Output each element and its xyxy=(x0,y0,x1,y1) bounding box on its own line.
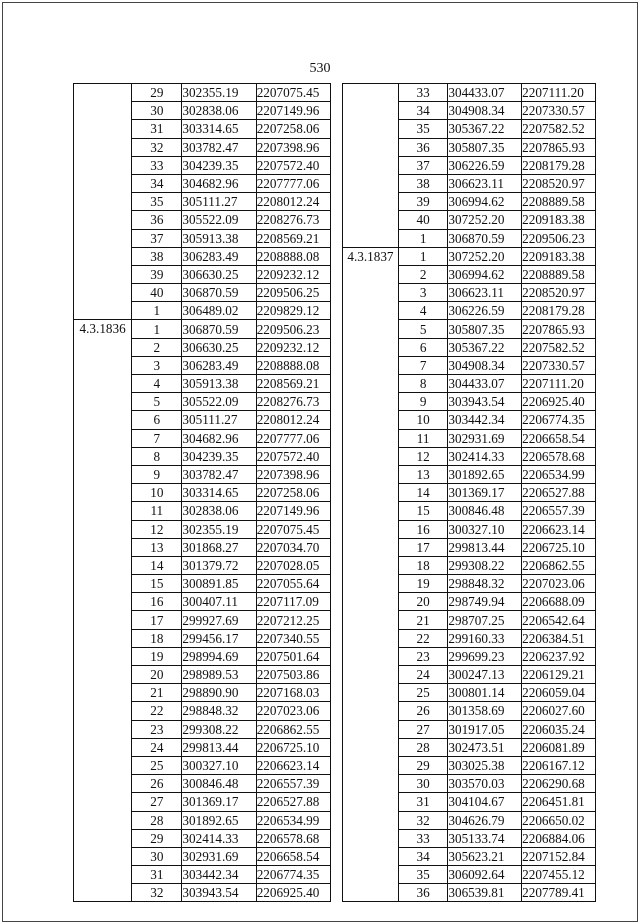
x-coordinate-cell: 304104.67 xyxy=(448,793,522,811)
point-number-cell: 1 xyxy=(398,229,448,247)
point-number-cell: 2 xyxy=(132,338,182,356)
y-coordinate-cell: 2206451.81 xyxy=(522,793,596,811)
point-number-cell: 31 xyxy=(398,793,448,811)
point-number-cell: 19 xyxy=(398,575,448,593)
y-coordinate-cell: 2206623.14 xyxy=(256,756,330,774)
x-coordinate-cell: 303570.03 xyxy=(448,775,522,793)
point-number-cell: 22 xyxy=(398,629,448,647)
point-number-cell: 27 xyxy=(398,720,448,738)
y-coordinate-cell: 2207212.25 xyxy=(256,611,330,629)
x-coordinate-cell: 305522.09 xyxy=(182,211,256,229)
x-coordinate-cell: 303314.65 xyxy=(182,120,256,138)
y-coordinate-cell: 2207572.40 xyxy=(256,156,330,174)
x-coordinate-cell: 304239.35 xyxy=(182,156,256,174)
x-coordinate-cell: 302473.51 xyxy=(448,738,522,756)
x-coordinate-cell: 300407.11 xyxy=(182,593,256,611)
coordinates-table-left xyxy=(73,83,331,902)
y-coordinate-cell: 2206725.10 xyxy=(522,538,596,556)
x-coordinate-cell: 304239.35 xyxy=(182,447,256,465)
y-coordinate-cell: 2206578.68 xyxy=(522,447,596,465)
y-coordinate-cell: 2207398.96 xyxy=(256,465,330,483)
point-number-cell: 28 xyxy=(398,738,448,756)
y-coordinate-cell: 2207117.09 xyxy=(256,593,330,611)
point-number-cell: 22 xyxy=(132,702,182,720)
point-number-cell: 25 xyxy=(132,756,182,774)
point-number-cell: 40 xyxy=(132,284,182,302)
y-coordinate-cell: 2206527.88 xyxy=(256,793,330,811)
point-number-cell: 5 xyxy=(132,393,182,411)
point-number-cell: 16 xyxy=(132,593,182,611)
x-coordinate-cell: 298848.32 xyxy=(182,702,256,720)
x-coordinate-cell: 298989.53 xyxy=(182,666,256,684)
y-coordinate-cell: 2209506.25 xyxy=(256,284,330,302)
table-row xyxy=(74,84,331,102)
point-number-cell: 18 xyxy=(132,629,182,647)
x-coordinate-cell: 304908.34 xyxy=(448,102,522,120)
point-number-cell: 39 xyxy=(398,193,448,211)
y-coordinate-cell: 2207582.52 xyxy=(522,338,596,356)
y-coordinate-cell: 2209183.38 xyxy=(522,247,596,265)
y-coordinate-cell: 2206688.09 xyxy=(522,593,596,611)
x-coordinate-cell: 305133.74 xyxy=(448,829,522,847)
x-coordinate-cell: 306226.59 xyxy=(448,156,522,174)
point-number-cell: 26 xyxy=(132,775,182,793)
point-number-cell: 1 xyxy=(132,320,182,338)
y-coordinate-cell: 2207777.06 xyxy=(256,174,330,192)
x-coordinate-cell: 302838.06 xyxy=(182,502,256,520)
table-row xyxy=(343,84,596,102)
y-coordinate-cell: 2206129.21 xyxy=(522,666,596,684)
y-coordinate-cell: 2206862.55 xyxy=(522,556,596,574)
y-coordinate-cell: 2207168.03 xyxy=(256,684,330,702)
point-number-cell: 29 xyxy=(132,829,182,847)
coordinates-table-right xyxy=(342,83,596,902)
x-coordinate-cell: 306630.25 xyxy=(182,338,256,356)
y-coordinate-cell: 2207152.84 xyxy=(522,847,596,865)
y-coordinate-cell: 2208520.97 xyxy=(522,174,596,192)
x-coordinate-cell: 300846.48 xyxy=(182,775,256,793)
x-coordinate-cell: 301358.69 xyxy=(448,702,522,720)
x-coordinate-cell: 301892.65 xyxy=(448,465,522,483)
point-number-cell: 36 xyxy=(132,211,182,229)
point-number-cell: 34 xyxy=(398,102,448,120)
x-coordinate-cell: 300891.85 xyxy=(182,575,256,593)
y-coordinate-cell: 2209232.12 xyxy=(256,265,330,283)
x-coordinate-cell: 303782.47 xyxy=(182,465,256,483)
x-coordinate-cell: 306623.11 xyxy=(448,284,522,302)
y-coordinate-cell: 2206658.54 xyxy=(522,429,596,447)
point-number-cell: 28 xyxy=(132,811,182,829)
x-coordinate-cell: 303025.38 xyxy=(448,756,522,774)
x-coordinate-cell: 306226.59 xyxy=(448,302,522,320)
point-number-cell: 32 xyxy=(132,884,182,902)
x-coordinate-cell: 300327.10 xyxy=(182,756,256,774)
x-coordinate-cell: 299927.69 xyxy=(182,611,256,629)
x-coordinate-cell: 306539.81 xyxy=(448,884,522,902)
point-number-cell: 21 xyxy=(132,684,182,702)
point-number-cell: 35 xyxy=(132,193,182,211)
x-coordinate-cell: 306870.59 xyxy=(448,229,522,247)
y-coordinate-cell: 2207034.70 xyxy=(256,538,330,556)
point-number-cell: 33 xyxy=(132,156,182,174)
point-number-cell: 19 xyxy=(132,647,182,665)
plot-number-cell: 4.3.1837 xyxy=(343,247,399,902)
point-number-cell: 35 xyxy=(398,120,448,138)
point-number-cell: 39 xyxy=(132,265,182,283)
y-coordinate-cell: 2208179.28 xyxy=(522,156,596,174)
x-coordinate-cell: 303442.34 xyxy=(448,411,522,429)
x-coordinate-cell: 301892.65 xyxy=(182,811,256,829)
y-coordinate-cell: 2208179.28 xyxy=(522,302,596,320)
y-coordinate-cell: 2206557.39 xyxy=(256,775,330,793)
x-coordinate-cell: 302931.69 xyxy=(182,847,256,865)
x-coordinate-cell: 299308.22 xyxy=(182,720,256,738)
y-coordinate-cell: 2206925.40 xyxy=(522,393,596,411)
y-coordinate-cell: 2207055.64 xyxy=(256,575,330,593)
y-coordinate-cell: 2207028.05 xyxy=(256,556,330,574)
y-coordinate-cell: 2207455.12 xyxy=(522,866,596,884)
y-coordinate-cell: 2207777.06 xyxy=(256,429,330,447)
point-number-cell: 31 xyxy=(132,120,182,138)
point-number-cell: 15 xyxy=(398,502,448,520)
y-coordinate-cell: 2207330.57 xyxy=(522,356,596,374)
y-coordinate-cell: 2206027.60 xyxy=(522,702,596,720)
y-coordinate-cell: 2208888.08 xyxy=(256,247,330,265)
y-coordinate-cell: 2206290.68 xyxy=(522,775,596,793)
y-coordinate-cell: 2207111.20 xyxy=(522,84,596,102)
x-coordinate-cell: 305111.27 xyxy=(182,411,256,429)
y-coordinate-cell: 2207340.55 xyxy=(256,629,330,647)
y-coordinate-cell: 2206534.99 xyxy=(256,811,330,829)
point-number-cell: 3 xyxy=(132,356,182,374)
point-number-cell: 10 xyxy=(398,411,448,429)
y-coordinate-cell: 2206774.35 xyxy=(256,866,330,884)
x-coordinate-cell: 301369.17 xyxy=(448,484,522,502)
point-number-cell: 14 xyxy=(398,484,448,502)
y-coordinate-cell: 2206527.88 xyxy=(522,484,596,502)
y-coordinate-cell: 2208012.24 xyxy=(256,411,330,429)
x-coordinate-cell: 303943.54 xyxy=(448,393,522,411)
x-coordinate-cell: 302838.06 xyxy=(182,102,256,120)
point-number-cell: 20 xyxy=(132,666,182,684)
x-coordinate-cell: 302931.69 xyxy=(448,429,522,447)
point-number-cell: 23 xyxy=(132,720,182,738)
x-coordinate-cell: 305623.21 xyxy=(448,847,522,865)
x-coordinate-cell: 301917.05 xyxy=(448,720,522,738)
point-number-cell: 29 xyxy=(132,84,182,102)
x-coordinate-cell: 302414.33 xyxy=(448,447,522,465)
x-coordinate-cell: 304433.07 xyxy=(448,84,522,102)
x-coordinate-cell: 304908.34 xyxy=(448,356,522,374)
point-number-cell: 13 xyxy=(398,465,448,483)
y-coordinate-cell: 2206925.40 xyxy=(256,884,330,902)
point-number-cell: 25 xyxy=(398,684,448,702)
y-coordinate-cell: 2207865.93 xyxy=(522,138,596,156)
point-number-cell: 37 xyxy=(398,156,448,174)
point-number-cell: 14 xyxy=(132,556,182,574)
y-coordinate-cell: 2206167.12 xyxy=(522,756,596,774)
table-row xyxy=(343,247,596,265)
y-coordinate-cell: 2207503.86 xyxy=(256,666,330,684)
y-coordinate-cell: 2208012.24 xyxy=(256,193,330,211)
y-coordinate-cell: 2206035.24 xyxy=(522,720,596,738)
x-coordinate-cell: 303782.47 xyxy=(182,138,256,156)
y-coordinate-cell: 2208520.97 xyxy=(522,284,596,302)
y-coordinate-cell: 2207258.06 xyxy=(256,120,330,138)
x-coordinate-cell: 305807.35 xyxy=(448,320,522,338)
point-number-cell: 11 xyxy=(132,502,182,520)
point-number-cell: 34 xyxy=(132,174,182,192)
y-coordinate-cell: 2208276.73 xyxy=(256,211,330,229)
x-coordinate-cell: 301369.17 xyxy=(182,793,256,811)
y-coordinate-cell: 2207865.93 xyxy=(522,320,596,338)
x-coordinate-cell: 298848.32 xyxy=(448,575,522,593)
point-number-cell: 7 xyxy=(398,356,448,374)
x-coordinate-cell: 306283.49 xyxy=(182,247,256,265)
point-number-cell: 23 xyxy=(398,647,448,665)
x-coordinate-cell: 304682.96 xyxy=(182,174,256,192)
point-number-cell: 31 xyxy=(132,866,182,884)
point-number-cell: 33 xyxy=(398,829,448,847)
point-number-cell: 17 xyxy=(398,538,448,556)
point-number-cell: 24 xyxy=(398,666,448,684)
y-coordinate-cell: 2207023.06 xyxy=(256,702,330,720)
x-coordinate-cell: 303442.34 xyxy=(182,866,256,884)
y-coordinate-cell: 2207111.20 xyxy=(522,375,596,393)
y-coordinate-cell: 2207149.96 xyxy=(256,102,330,120)
y-coordinate-cell: 2209232.12 xyxy=(256,338,330,356)
y-coordinate-cell: 2207398.96 xyxy=(256,138,330,156)
point-number-cell: 38 xyxy=(132,247,182,265)
x-coordinate-cell: 303314.65 xyxy=(182,484,256,502)
point-number-cell: 30 xyxy=(132,847,182,865)
x-coordinate-cell: 306630.25 xyxy=(182,265,256,283)
x-coordinate-cell: 305111.27 xyxy=(182,193,256,211)
point-number-cell: 2 xyxy=(398,265,448,283)
x-coordinate-cell: 298994.69 xyxy=(182,647,256,665)
x-coordinate-cell: 305367.22 xyxy=(448,338,522,356)
point-number-cell: 5 xyxy=(398,320,448,338)
point-number-cell: 34 xyxy=(398,847,448,865)
y-coordinate-cell: 2207330.57 xyxy=(522,102,596,120)
x-coordinate-cell: 305913.38 xyxy=(182,229,256,247)
y-coordinate-cell: 2209506.23 xyxy=(522,229,596,247)
y-coordinate-cell: 2208889.58 xyxy=(522,193,596,211)
point-number-cell: 10 xyxy=(132,484,182,502)
y-coordinate-cell: 2206237.92 xyxy=(522,647,596,665)
x-coordinate-cell: 299160.33 xyxy=(448,629,522,647)
y-coordinate-cell: 2206578.68 xyxy=(256,829,330,847)
y-coordinate-cell: 2208888.08 xyxy=(256,356,330,374)
point-number-cell: 36 xyxy=(398,138,448,156)
x-coordinate-cell: 304682.96 xyxy=(182,429,256,447)
x-coordinate-cell: 307252.20 xyxy=(448,247,522,265)
point-number-cell: 15 xyxy=(132,575,182,593)
x-coordinate-cell: 304626.79 xyxy=(448,811,522,829)
x-coordinate-cell: 305522.09 xyxy=(182,393,256,411)
y-coordinate-cell: 2206059.04 xyxy=(522,684,596,702)
point-number-cell: 17 xyxy=(132,611,182,629)
x-coordinate-cell: 299813.44 xyxy=(182,738,256,756)
y-coordinate-cell: 2206650.02 xyxy=(522,811,596,829)
y-coordinate-cell: 2209829.12 xyxy=(256,302,330,320)
y-coordinate-cell: 2206862.55 xyxy=(256,720,330,738)
x-coordinate-cell: 300801.14 xyxy=(448,684,522,702)
x-coordinate-cell: 299813.44 xyxy=(448,538,522,556)
y-coordinate-cell: 2206774.35 xyxy=(522,411,596,429)
x-coordinate-cell: 298890.90 xyxy=(182,684,256,702)
x-coordinate-cell: 301379.72 xyxy=(182,556,256,574)
x-coordinate-cell: 305913.38 xyxy=(182,375,256,393)
point-number-cell: 12 xyxy=(398,447,448,465)
y-coordinate-cell: 2208569.21 xyxy=(256,375,330,393)
plot-number-cell: 4.3.1836 xyxy=(74,320,132,902)
point-number-cell: 26 xyxy=(398,702,448,720)
x-coordinate-cell: 304433.07 xyxy=(448,375,522,393)
point-number-cell: 20 xyxy=(398,593,448,611)
y-coordinate-cell: 2206081.89 xyxy=(522,738,596,756)
x-coordinate-cell: 300846.48 xyxy=(448,502,522,520)
y-coordinate-cell: 2206623.14 xyxy=(522,520,596,538)
plot-number-cell xyxy=(343,84,399,248)
x-coordinate-cell: 299699.23 xyxy=(448,647,522,665)
point-number-cell: 38 xyxy=(398,174,448,192)
x-coordinate-cell: 306092.64 xyxy=(448,866,522,884)
table-row xyxy=(74,320,331,338)
y-coordinate-cell: 2208569.21 xyxy=(256,229,330,247)
point-number-cell: 8 xyxy=(132,447,182,465)
point-number-cell: 40 xyxy=(398,211,448,229)
x-coordinate-cell: 306994.62 xyxy=(448,265,522,283)
x-coordinate-cell: 305367.22 xyxy=(448,120,522,138)
y-coordinate-cell: 2206658.54 xyxy=(256,847,330,865)
y-coordinate-cell: 2207582.52 xyxy=(522,120,596,138)
y-coordinate-cell: 2207789.41 xyxy=(522,884,596,902)
x-coordinate-cell: 302355.19 xyxy=(182,520,256,538)
point-number-cell: 35 xyxy=(398,866,448,884)
y-coordinate-cell: 2206725.10 xyxy=(256,738,330,756)
point-number-cell: 29 xyxy=(398,756,448,774)
point-number-cell: 12 xyxy=(132,520,182,538)
point-number-cell: 9 xyxy=(132,465,182,483)
point-number-cell: 21 xyxy=(398,611,448,629)
point-number-cell: 7 xyxy=(132,429,182,447)
y-coordinate-cell: 2207075.45 xyxy=(256,520,330,538)
y-coordinate-cell: 2206542.64 xyxy=(522,611,596,629)
plot-number-cell xyxy=(74,84,132,320)
x-coordinate-cell: 307252.20 xyxy=(448,211,522,229)
y-coordinate-cell: 2207501.64 xyxy=(256,647,330,665)
x-coordinate-cell: 306870.59 xyxy=(182,284,256,302)
x-coordinate-cell: 306623.11 xyxy=(448,174,522,192)
y-coordinate-cell: 2209183.38 xyxy=(522,211,596,229)
x-coordinate-cell: 305807.35 xyxy=(448,138,522,156)
point-number-cell: 27 xyxy=(132,793,182,811)
y-coordinate-cell: 2206534.99 xyxy=(522,465,596,483)
point-number-cell: 18 xyxy=(398,556,448,574)
point-number-cell: 1 xyxy=(398,247,448,265)
x-coordinate-cell: 306283.49 xyxy=(182,356,256,374)
point-number-cell: 9 xyxy=(398,393,448,411)
point-number-cell: 4 xyxy=(398,302,448,320)
y-coordinate-cell: 2208889.58 xyxy=(522,265,596,283)
y-coordinate-cell: 2209506.23 xyxy=(256,320,330,338)
x-coordinate-cell: 303943.54 xyxy=(182,884,256,902)
y-coordinate-cell: 2207075.45 xyxy=(256,84,330,102)
x-coordinate-cell: 298707.25 xyxy=(448,611,522,629)
point-number-cell: 33 xyxy=(398,84,448,102)
y-coordinate-cell: 2207149.96 xyxy=(256,502,330,520)
point-number-cell: 16 xyxy=(398,520,448,538)
y-coordinate-cell: 2206884.06 xyxy=(522,829,596,847)
point-number-cell: 13 xyxy=(132,538,182,556)
point-number-cell: 36 xyxy=(398,884,448,902)
point-number-cell: 11 xyxy=(398,429,448,447)
y-coordinate-cell: 2206384.51 xyxy=(522,629,596,647)
x-coordinate-cell: 300247.13 xyxy=(448,666,522,684)
y-coordinate-cell: 2207023.06 xyxy=(522,575,596,593)
point-number-cell: 32 xyxy=(398,811,448,829)
page-number: 530 xyxy=(309,61,331,76)
point-number-cell: 6 xyxy=(398,338,448,356)
point-number-cell: 24 xyxy=(132,738,182,756)
x-coordinate-cell: 299456.17 xyxy=(182,629,256,647)
x-coordinate-cell: 302355.19 xyxy=(182,84,256,102)
point-number-cell: 3 xyxy=(398,284,448,302)
y-coordinate-cell: 2207258.06 xyxy=(256,484,330,502)
y-coordinate-cell: 2206557.39 xyxy=(522,502,596,520)
x-coordinate-cell: 300327.10 xyxy=(448,520,522,538)
x-coordinate-cell: 306489.02 xyxy=(182,302,256,320)
x-coordinate-cell: 299308.22 xyxy=(448,556,522,574)
x-coordinate-cell: 301868.27 xyxy=(182,538,256,556)
point-number-cell: 37 xyxy=(132,229,182,247)
point-number-cell: 8 xyxy=(398,375,448,393)
x-coordinate-cell: 302414.33 xyxy=(182,829,256,847)
point-number-cell: 6 xyxy=(132,411,182,429)
point-number-cell: 4 xyxy=(132,375,182,393)
point-number-cell: 30 xyxy=(132,102,182,120)
y-coordinate-cell: 2207572.40 xyxy=(256,447,330,465)
point-number-cell: 1 xyxy=(132,302,182,320)
point-number-cell: 32 xyxy=(132,138,182,156)
point-number-cell: 30 xyxy=(398,775,448,793)
x-coordinate-cell: 306994.62 xyxy=(448,193,522,211)
x-coordinate-cell: 306870.59 xyxy=(182,320,256,338)
y-coordinate-cell: 2208276.73 xyxy=(256,393,330,411)
x-coordinate-cell: 298749.94 xyxy=(448,593,522,611)
